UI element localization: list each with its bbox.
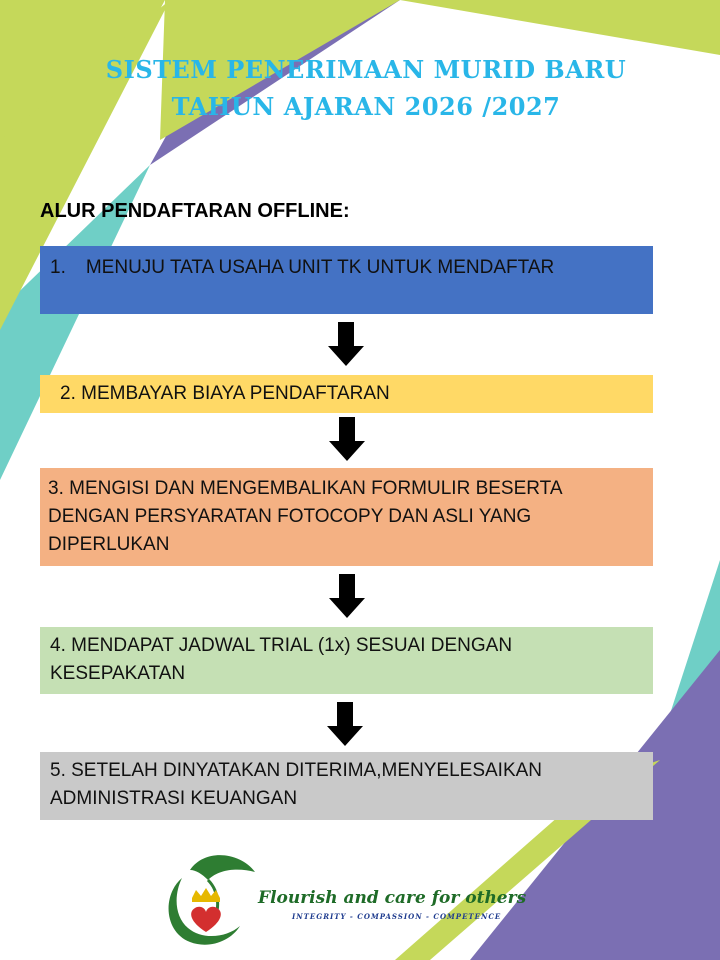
step-1-text: MENUJU TATA USAHA UNIT TK UNTUK MENDAFTAR [85, 257, 555, 278]
step-3-line-3: DIPERLUKAN [48, 534, 170, 555]
school-logo [160, 850, 260, 950]
logo-motto: Flourish and care for others [258, 888, 527, 908]
step-1-box [40, 246, 653, 314]
down-arrow-icon [328, 322, 364, 366]
down-arrow-icon [329, 417, 365, 461]
step-3-line-2: DENGAN PERSYARATAN FOTOCOPY DAN ASLI YANG [48, 506, 532, 527]
step-4-line-2: KESEPAKATAN [50, 663, 186, 684]
step-4-line-1: 4. MENDAPAT JADWAL TRIAL (1x) SESUAI DENGAN [50, 635, 513, 656]
step-1-number: 1. [50, 257, 66, 278]
step-5-box [40, 752, 653, 820]
down-arrow-icon [329, 574, 365, 618]
logo-values: INTEGRITY - COMPASSION - COMPETENCE [292, 912, 502, 921]
step-5-line-2: ADMINISTRASI KEUANGAN [50, 788, 298, 809]
step-4-box [40, 627, 653, 694]
down-arrow-icon [327, 702, 363, 746]
step-3-line-1: 3. MENGISI DAN MENGEMBALIKAN FORMULIR BESERTA [48, 478, 563, 499]
step-3-box [40, 468, 653, 566]
step-5-line-1: 5. SETELAH DINYATAKAN DITERIMA,MENYELESAIKAN [50, 760, 543, 781]
title-line-2: TAHUN AJARAN 2026 /2027 [171, 92, 561, 121]
flow-heading: ALUR PENDAFTARAN OFFLINE: [40, 200, 350, 222]
title-line-1: SISTEM PENERIMAAN MURID BARU [105, 55, 627, 84]
step-2-box [40, 375, 653, 413]
step-2-text: 2. MEMBAYAR BIAYA PENDAFTARAN [60, 383, 390, 404]
leaf-icon [190, 855, 255, 880]
heart-icon [191, 907, 221, 932]
